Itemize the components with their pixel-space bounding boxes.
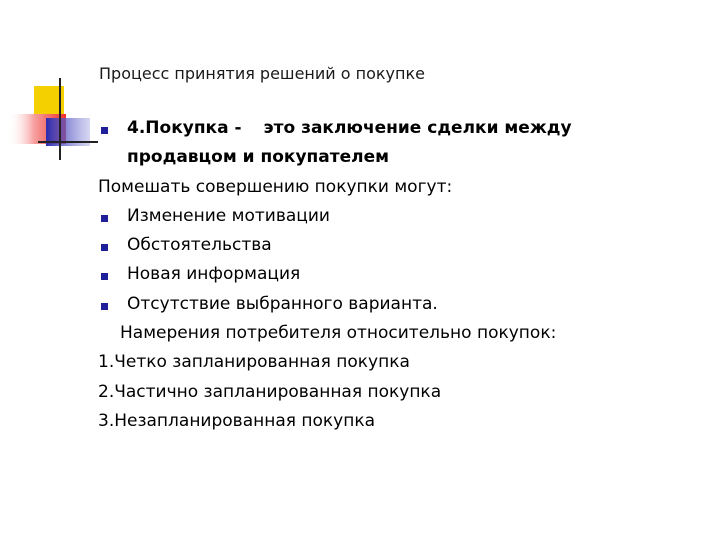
list-item xyxy=(98,378,698,407)
list-item xyxy=(98,407,698,436)
list-item xyxy=(98,202,698,231)
list-item xyxy=(98,348,698,377)
slide-title: Процесс принятия решений о покупке xyxy=(99,64,425,83)
definition-continuation: продавцом и покупателем xyxy=(127,147,389,168)
intentions-heading-line xyxy=(98,319,698,348)
slide-body xyxy=(98,114,698,436)
intentions-heading: Намерения потребителя относительно покупок: xyxy=(120,323,557,344)
definition-continuation-line xyxy=(98,143,698,172)
obstacle-item: Изменение мотивации xyxy=(127,205,330,226)
obstacle-item: Отсутствие выбранного варианта. xyxy=(127,293,438,314)
definition-text: это заключение сделки между xyxy=(263,118,572,138)
obstacle-item: Новая информация xyxy=(127,264,301,285)
square-bullet-icon xyxy=(101,303,108,310)
list-item xyxy=(98,290,698,319)
definition-line xyxy=(98,114,698,143)
square-bullet-icon xyxy=(101,244,108,251)
definition-term: 4.Покупка - xyxy=(127,118,242,138)
obstacle-item: Обстоятельства xyxy=(127,235,272,256)
list-item xyxy=(98,231,698,260)
square-bullet-icon xyxy=(101,127,108,134)
square-bullet-icon xyxy=(101,273,108,280)
decorative-corner-graphic xyxy=(0,0,100,170)
obstacles-heading: Помешать совершению покупки могут: xyxy=(98,176,453,197)
list-item xyxy=(98,260,698,289)
intention-item: 1.Четко запланированная покупка xyxy=(98,352,410,373)
intention-item: 3.Незапланированная покупка xyxy=(98,410,376,431)
obstacles-heading-line xyxy=(98,173,698,202)
intention-item: 2.Частично запланированная покупка xyxy=(98,381,442,402)
square-bullet-icon xyxy=(101,215,108,222)
